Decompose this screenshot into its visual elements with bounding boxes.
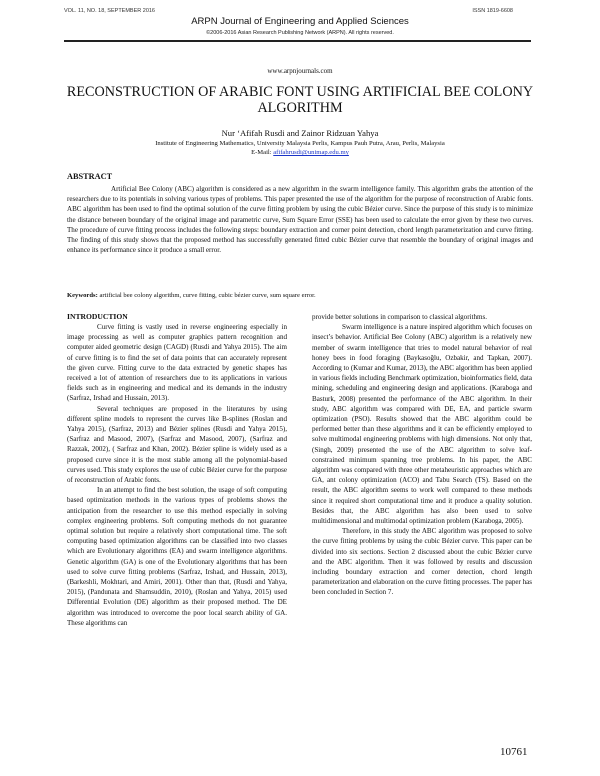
- paragraph: In an attempt to find the best solution, the usage of soft computing based optimization methods in the various types of problems shows the anticipation from the researcher to use this method especially in solving complex engineering problems. Soft computing methods do not guarantee optimal solution but require a relatively short computational time. The soft computing based optimization algorithms can be classified into two classes which are Evolutionary algorithms (EA) and swarm intelligence algorithms. Genetic algorithm (GA) is one of the Evolutionary algorithms that has been used to solve curve fitting problems (Sarfraz, Irshad, and Hussain, 2013), (Barkeshli, Mokhtari, and Amiri, 2001). Other than that, (Rusdi and Yahya, 2015), (Pandunata and Shamsuddin, 2010), (Roslan and Yahya, 2015) used Differential Evolution (DE) algorithm as their proposed method. The DE algorithm was introduced to overcome the poor local search ability of GA. These algorithms can: [67, 486, 287, 627]
- page-number: 10761: [500, 746, 528, 758]
- volume-info: VOL. 11, NO. 18, SEPTEMBER 2016: [64, 8, 155, 14]
- paragraph: Therefore, in this study the ABC algorithm was proposed to solve the curve fitting problems by using the cubic Bézier curve. This paper can be divided into six sections. Section 2 discussed about the cubic Bézier curve and the ABC algorithm. Then it was followed by results and discussion including boundary extraction and corner detection, chord length parameterization and elaboration on the curve fitting processes. The paper has been concluded in Section 7.: [312, 527, 532, 597]
- paragraph: Swarm intelligence is a nature inspired algorithm which focuses on insect’s behavior. Artificial Bee Colony (ABC) algorithm is a relatively new member of swarm intelligence that tries to model natural behavior of real honey bees in food foraging (Baykasoğlu, Ozbakir, and Tapkan, 2007). According to (Kumar and Kumar, 2013), the ABC algorithm has been applied in various fields including Benchmark optimization, bioinformatics field, data mining, scheduling and engineering design and applications. (Karaboga and Basturk, 2008) presented the performance of the ABC algorithm. In their study, ABC algorithm was compared with DE, EA, and particle swarm optimization (PSO). Results showed that the ABC algorithm could be performed better than these algorithms and it can be efficiently employed to solve multimodal engineering problems with high dimensions. Not only that, (Singh, 2009) presented the use of the ABC algorithm to solve leaf-constrained minimum spanning tree problems. In his paper, the ABC algorithm was compared with three other metaheuristic approaches which are GA, ant colony optimization (ACO) and Tabu Search (TS). Based on the result, the ABC algorithm seems to work well compared to these methods since it required short computational time and it produce a quality solution. Besides that, the ABC algorithm has also been used to solve multidimensional and multimodal optimization problem (Karaboga, 2005).: [312, 323, 532, 526]
- issn: ISSN 1819-6608: [472, 8, 513, 14]
- paper-title: RECONSTRUCTION OF ARABIC FONT USING ARTIFICIAL BEE COLONY ALGORITHM: [66, 84, 534, 116]
- email-link[interactable]: afifahrusdi@unimap.edu.my: [273, 149, 349, 156]
- email-line: [0, 149, 600, 156]
- intro-heading: INTRODUCTION: [67, 312, 128, 321]
- paragraph: provide better solutions in comparison to classical algorithms.: [312, 313, 487, 321]
- abstract-text: Artificial Bee Colony (ABC) algorithm is considered as a new algorithm in the swarm intelligence family. This algorithm grabs the attention of the researchers due to its potentials in solving various types of problems. This paper presented the use of the algorithm for the purpose of reconstruction of Arabic fonts. ABC algorithm has been used to find the optimal solution of the curve fitting problem by using the cubic Bézier curve. Since the purpose of this study is to minimize the distance between boundary of the original image and parametric curve, Sum Square Error (SSE) has been used to calculate the error given by these two curves. The procedure of curve fitting process includes the following steps: boundary extraction and corner point detection, chord length parameterization and curve fitting. The finding of this study shows that the proposed method has successfully generated fitted cubic Bézier curve that resemble the boundary of original images and enhance its performance since it produce a small error.: [67, 185, 533, 255]
- right-column: [312, 312, 532, 598]
- abstract-heading: ABSTRACT: [67, 172, 113, 181]
- paragraph: Curve fitting is vastly used in reverse engineering especially in image processing as well as computer graphics pattern recognition and computer aided geometric design (CAGD) (Rusdi and Yahya 2015). The aim of curve fitting is to find the set of data points that can accurately represent the given curve. Fitting curve to the data extracted by genetic shapes has received a lot of attention of researchers due to its applications in various fields such as in engineering and medical and its demands in the industry (Sarfraz, Irshad and Hussain, 2013).: [67, 323, 287, 403]
- keywords-text: artificial bee colony algorithm, curve fitting, cubic bézier curve, sum square error.: [99, 292, 316, 299]
- email-label: E-Mail:: [251, 149, 272, 156]
- left-column: [67, 312, 287, 628]
- keywords-label: Keywords:: [67, 292, 98, 299]
- institution: Institute of Engineering Mathematics, University Malaysia Perlis, Kampus Pauh Putra, Arau, Perlis, Malaysia: [155, 140, 445, 147]
- authors: Nur ‘Afifah Rusdi and Zainor Ridzuan Yahya: [221, 128, 379, 138]
- journal-website[interactable]: www.arpnjournals.com: [267, 67, 333, 75]
- abstract: [67, 184, 533, 255]
- paragraph: Several techniques are proposed in the literatures by using different spline models to represent the curves like B-splines (Roslan and Yahya 2015), (Sarfraz, 2013) and Bézier splines (Rusdi and Yahya 2015), (Sarfraz and Masood, 2007), (Sarfraz and Masood, 2007), (Sarfraz and Razzak, 2002), ( Sarfraz and Khan, 2002). Bézier spline is widely used as a proposed curve since it is the most stable among all the polynomial-based curves used. This study explores the use of cubic Bézier curve for the purpose of reconstruction of Arabic fonts.: [67, 404, 287, 485]
- journal-name: ARPN Journal of Engineering and Applied Sciences: [191, 16, 409, 27]
- copyright-line: ©2006-2016 Asian Research Publishing Network (ARPN). All rights reserved.: [206, 30, 394, 36]
- keywords: [67, 292, 533, 299]
- header-rule: [64, 40, 531, 42]
